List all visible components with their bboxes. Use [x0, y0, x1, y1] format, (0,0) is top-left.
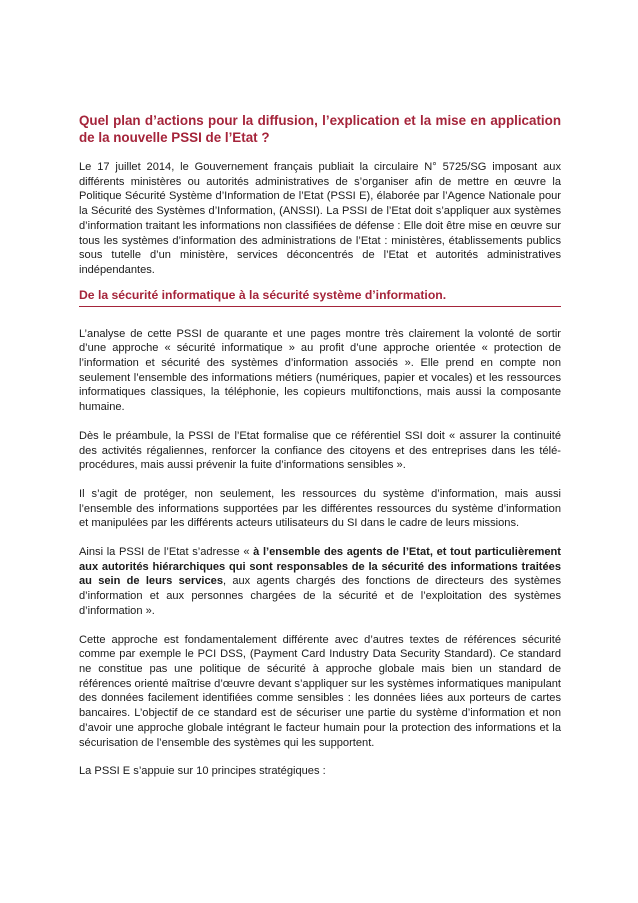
- paragraph-4-bold: à l’ensemble des agents de l’Etat, et tout particulièrement aux autorités hiérarchiques qui sont responsables de la sécurité des informations traitées au sein de leurs services: [79, 546, 562, 588]
- paragraph-2: Dès le préambule, la PSSI de l’Etat formalise que ce référentiel SSI doit « assurer la continuité des activités régaliennes, renforcer la confiance des citoyens et des entreprises dans les télé-procédures, mais aussi prévenir la fuite d’informations sensibles ».: [79, 429, 561, 472]
- document-title: Quel plan d’actions pour la diffusion, l’explication et la mise en application de la nouvelle PSSI de l’Etat ?: [79, 113, 561, 145]
- paragraph-4-end: , aux agents chargés des fonctions de directeurs des systèmes d’information et aux personnes chargées de la sécurité et de l’exploitation des systèmes d’information ».: [79, 575, 561, 617]
- paragraph-3: Il s’agit de protéger, non seulement, les ressources du système d’information, mais aussi l’ensemble des informations supportées par les différentes ressources du système d’information et manipulées par les différents acteurs utilisateurs du SI dans le cadre de leurs missions.: [79, 487, 561, 530]
- paragraph-4-start: Ainsi la PSSI de l’Etat s’adresse «: [79, 546, 254, 559]
- paragraph-1: L’analyse de cette PSSI de quarante et une pages montre très clairement la volonté de sortir d’une approche « sécurité informatique » au profit d’une approche orientée « protection de l’information et sécurité des systèmes d’information associés ». Elle prend en compte non seulement l’ensemble des informations métiers (numériques, papier et vocales) et les ressources informatiques classiques, la téléphonie, les copieurs multifonctions, mais aussi la composante humaine.: [79, 327, 561, 414]
- paragraph-6: La PSSI E s’appuie sur 10 principes stratégiques :: [79, 765, 326, 778]
- document-page: [79, 112, 561, 793]
- section-heading: De la sécurité informatique à la sécurité système d’information.: [79, 288, 561, 307]
- intro-paragraph: Le 17 juillet 2014, le Gouvernement français publiait la circulaire N° 5725/SG imposant aux différents ministères ou autorités administratives de s’organiser afin de mettre en œuvre la Politique Sécurité Système d’Information de l’Etat (PSSI E), élaborée par l’Agence Nationale pour la Sécurité des Systèmes d’Information, (ANSSI). La PSSI de l’Etat doit s’appliquer aux systèmes d’information traitant les informations non classifiées de défense : Elle doit être mise en œuvre sur tous les systèmes d’information des administrations de l’Etat : ministères, établissements publics sous tutelle d’un ministère, services déconcentrés de l’Etat et autorités administratives indépendantes.: [79, 161, 561, 276]
- paragraph-4: [79, 545, 561, 619]
- paragraph-5: Cette approche est fondamentalement différente avec d’autres textes de références sécurité comme par exemple le PCI DSS, (Payment Card Industry Data Security Standard). Ce standard ne constitue pas une politique de sécurité à approche globale mais bien un standard de références orienté maîtrise d’œuvre devant s’appliquer sur les systèmes informatiques manipulant des données facilement identifiées comme sensibles : les données liées aux porteurs de cartes bancaires. L’objectif de ce standard est de sécuriser une partie du système d’information et non d’avoir une approche globale intégrant le facteur humain pour la protection des informations et la sécurisation de l’ensemble des systèmes qui les supportent.: [79, 633, 561, 749]
